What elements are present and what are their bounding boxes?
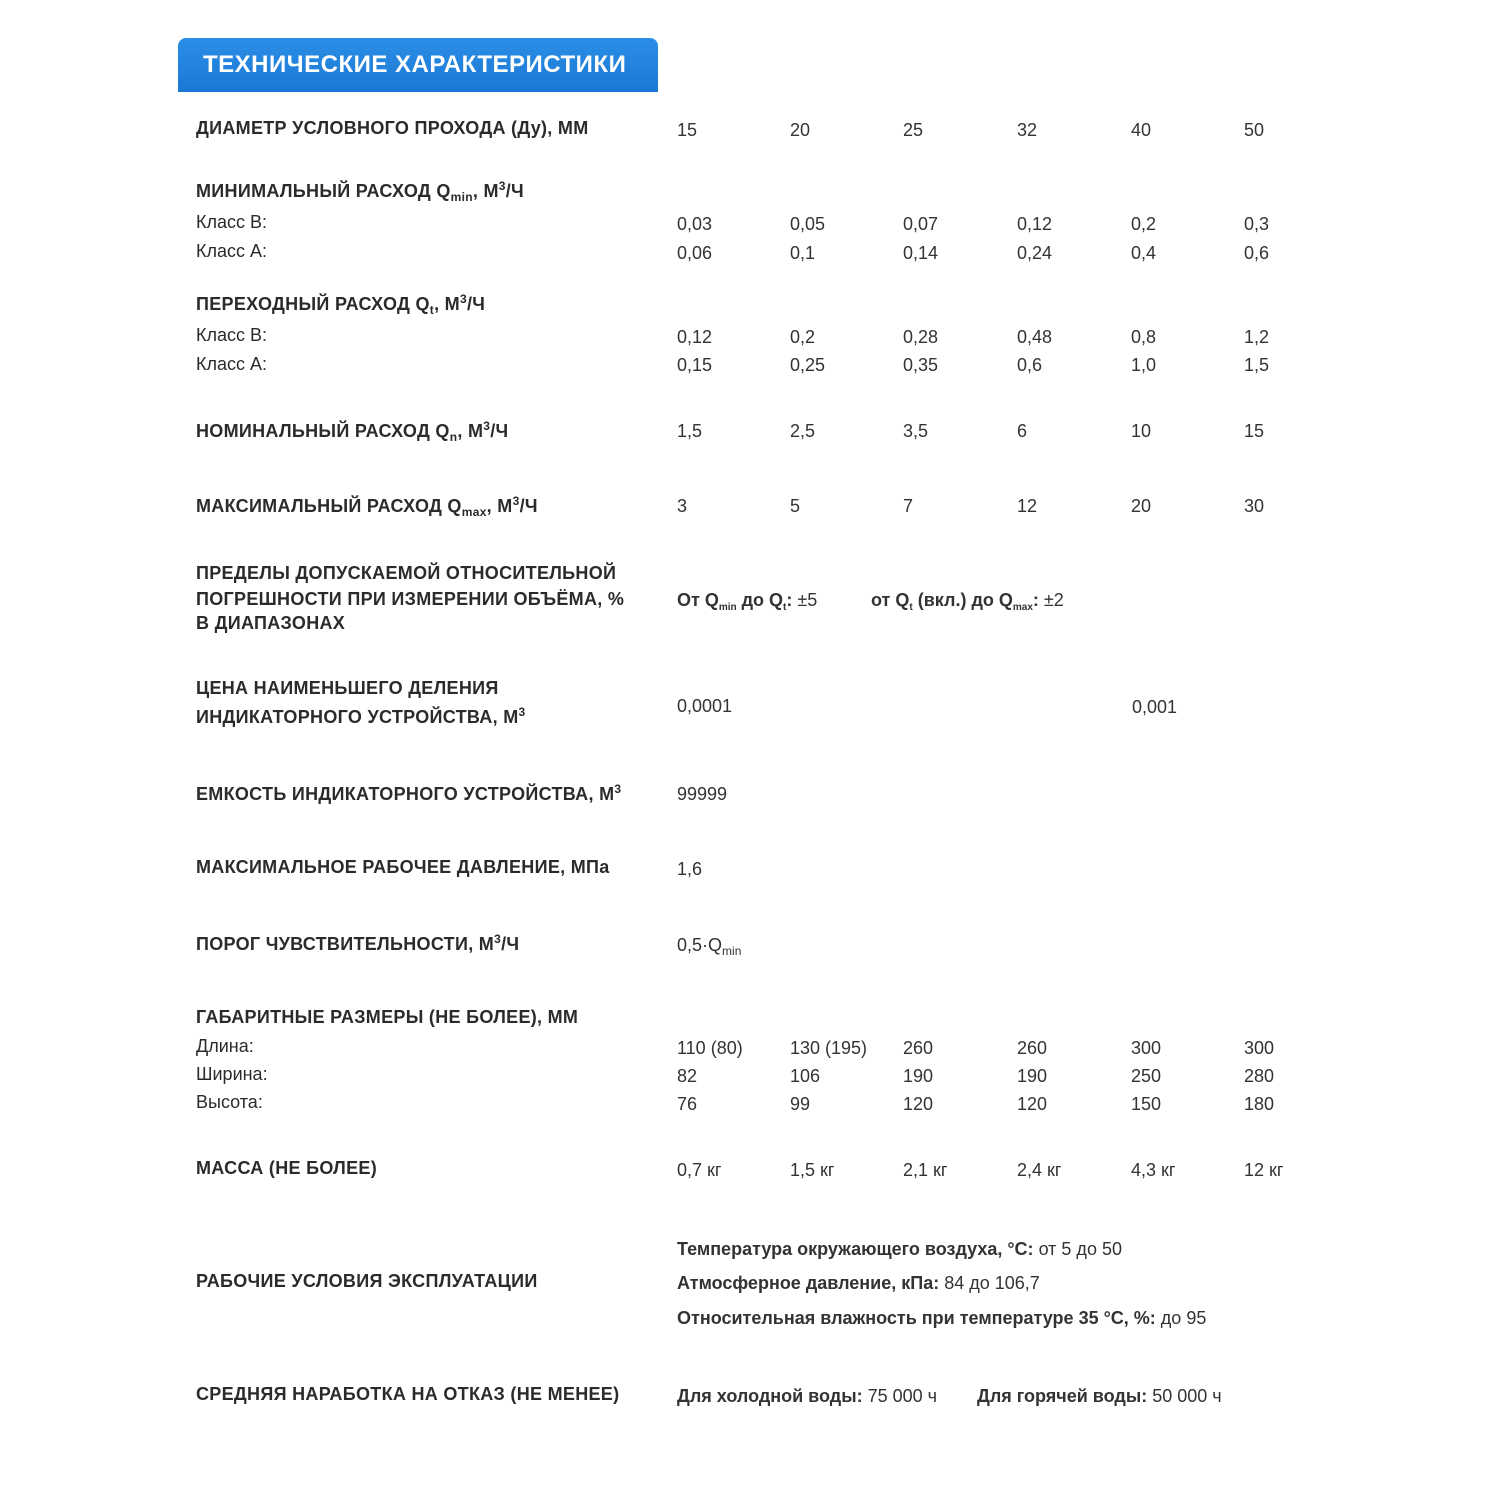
error-limits-label-2: ПОГРЕШНОСТИ ПРИ ИЗМЕРЕНИИ ОБЪЁМА, % xyxy=(196,589,625,609)
error-range-2: от $Q_t$ (вкл.) до $Q_{max}$: ±2 xyxy=(871,590,1064,613)
value-cell: 120 xyxy=(1017,1094,1048,1114)
value-cell: 2,5 xyxy=(790,421,816,441)
value-cell: 0,06 xyxy=(677,243,713,263)
dimensions-length-label: Длина: xyxy=(196,1036,254,1056)
qmin-class-b-label: Класс В: xyxy=(196,212,268,232)
value-cell: 110 (80) xyxy=(677,1038,743,1058)
mtbf-cold: Для холодной воды: 75 000 ч xyxy=(677,1386,938,1406)
value-cell: 260 xyxy=(1017,1038,1048,1058)
value-cell: 260 xyxy=(903,1038,934,1058)
section-header: ТЕХНИЧЕСКИЕ ХАРАКТЕРИСТИКИ xyxy=(178,38,658,92)
pressure-value: 1,6 xyxy=(677,859,703,879)
value-cell: 0,05 xyxy=(790,214,826,234)
value-cell: 3 xyxy=(677,496,688,516)
value-cell: 15 xyxy=(1244,421,1265,441)
mtbf-hot: Для горячей воды: 50 000 ч xyxy=(977,1386,1222,1406)
sensitivity-label: ПОРОГ ЧУВСТВИТЕЛЬНОСТИ, $М^3/Ч$ xyxy=(196,932,520,954)
error-limits-label-1: ПРЕДЕЛЫ ДОПУСКАЕМОЙ ОТНОСИТЕЛЬНОЙ xyxy=(196,563,617,583)
conditions-humidity: Относительная влажность при температуре 35 °С, %: до 95 xyxy=(677,1308,1207,1328)
value-cell: 0,48 xyxy=(1017,327,1053,347)
pressure-label: МАКСИМАЛЬНОЕ РАБОЧЕЕ ДАВЛЕНИЕ, МПа xyxy=(196,857,610,877)
conditions-temperature: Температура окружающего воздуха, °С: от 5 до 50 xyxy=(677,1239,1122,1259)
value-cell: 180 xyxy=(1244,1094,1275,1114)
value-cell: 2,4 кг xyxy=(1017,1160,1062,1180)
value-cell: 0,12 xyxy=(677,327,713,347)
value-cell: 50 xyxy=(1244,120,1265,140)
division-value-small: 0,0001 xyxy=(677,696,733,716)
value-cell: 0,4 xyxy=(1131,243,1157,263)
capacity-label: ЕМКОСТЬ ИНДИКАТОРНОГО УСТРОЙСТВА, $М^3$ xyxy=(196,782,622,804)
mass-label: МАССА (НЕ БОЛЕЕ) xyxy=(196,1158,378,1178)
value-cell: 1,5 кг xyxy=(790,1160,835,1180)
value-cell: 4,3 кг xyxy=(1131,1160,1176,1180)
division-label-2: ИНДИКАТОРНОГО УСТРОЙСТВА, $М^3$ xyxy=(196,705,526,727)
value-cell: 120 xyxy=(903,1094,934,1114)
value-cell: 0,1 xyxy=(790,243,816,263)
qt-class-a-label: Класс А: xyxy=(196,354,268,374)
dimensions-width-label: Ширина: xyxy=(196,1064,268,1084)
qt-label: ПЕРЕХОДНЫЙ РАСХОД $Q_t$, $М^3/Ч$ xyxy=(196,292,486,317)
dimensions-label: ГАБАРИТНЫЕ РАЗМЕРЫ (НЕ БОЛЕЕ), ММ xyxy=(196,1007,579,1027)
value-cell: 0,6 xyxy=(1244,243,1270,263)
division-value-large: 0,001 xyxy=(1132,697,1178,717)
value-cell: 7 xyxy=(903,496,914,516)
qt-class-b-label: Класс В: xyxy=(196,325,268,345)
value-cell: 0,24 xyxy=(1017,243,1053,263)
value-cell: 6 xyxy=(1017,421,1028,441)
value-cell: 15 xyxy=(677,120,698,140)
value-cell: 1,5 xyxy=(1244,355,1270,375)
division-label-1: ЦЕНА НАИМЕНЬШЕГО ДЕЛЕНИЯ xyxy=(196,678,499,698)
value-cell: 1,2 xyxy=(1244,327,1270,347)
value-cell: 30 xyxy=(1244,496,1265,516)
value-cell: 82 xyxy=(677,1066,698,1086)
value-cell: 20 xyxy=(790,120,811,140)
value-cell: 1,0 xyxy=(1131,355,1157,375)
qmin-label: МИНИМАЛЬНЫЙ РАСХОД $Q_{min}$, $М^3/Ч$ xyxy=(196,179,524,204)
qn-label: НОМИНАЛЬНЫЙ РАСХОД $Q_n$, $М^3/Ч$ xyxy=(196,419,509,444)
value-cell: 25 xyxy=(903,120,924,140)
value-cell: 76 xyxy=(677,1094,698,1114)
value-cell: 20 xyxy=(1131,496,1152,516)
value-cell: 5 xyxy=(790,496,801,516)
value-cell: 280 xyxy=(1244,1066,1275,1086)
value-cell: 300 xyxy=(1244,1038,1275,1058)
value-cell: 40 xyxy=(1131,120,1152,140)
mtbf-label: СРЕДНЯЯ НАРАБОТКА НА ОТКАЗ (НЕ МЕНЕЕ) xyxy=(196,1384,620,1404)
error-range-1: От $Q_{min}$ до $Q_t$: ±5 xyxy=(677,590,818,613)
value-cell: 3,5 xyxy=(903,421,929,441)
value-cell: 12 кг xyxy=(1244,1160,1284,1180)
value-cell: 300 xyxy=(1131,1038,1162,1058)
value-cell: 130 (195) xyxy=(790,1038,868,1058)
value-cell: 0,03 xyxy=(677,214,713,234)
value-cell: 12 xyxy=(1017,496,1038,516)
value-cell: 106 xyxy=(790,1066,821,1086)
dimensions-height-label: Высота: xyxy=(196,1092,263,1112)
value-cell: 10 xyxy=(1131,421,1152,441)
sensitivity-value: $0,5\cdot Q_{min}$ xyxy=(677,935,742,958)
value-cell: 32 xyxy=(1017,120,1038,140)
value-cell: 0,25 xyxy=(790,355,826,375)
value-cell: 0,28 xyxy=(903,327,939,347)
conditions-pressure: Атмосферное давление, кПа: 84 до 106,7 xyxy=(677,1273,1040,1293)
error-limits-label-3: В ДИАПАЗОНАХ xyxy=(196,613,346,633)
value-cell: 0,2 xyxy=(790,327,816,347)
value-cell: 1,5 xyxy=(677,421,703,441)
value-cell: 0,6 xyxy=(1017,355,1043,375)
value-cell: 190 xyxy=(1017,1066,1048,1086)
value-cell: 250 xyxy=(1131,1066,1162,1086)
value-cell: 0,7 кг xyxy=(677,1160,722,1180)
value-cell: 0,3 xyxy=(1244,214,1270,234)
value-cell: 0,2 xyxy=(1131,214,1157,234)
diameter-label: ДИАМЕТР УСЛОВНОГО ПРОХОДА (Ду), ММ xyxy=(196,118,589,138)
value-cell: 0,35 xyxy=(903,355,939,375)
value-cell: 150 xyxy=(1131,1094,1162,1114)
value-cell: 99 xyxy=(790,1094,811,1114)
value-cell: 190 xyxy=(903,1066,934,1086)
value-cell: 2,1 кг xyxy=(903,1160,948,1180)
qmax-label: МАКСИМАЛЬНЫЙ РАСХОД $Q_{max}$, $М^3/Ч$ xyxy=(196,494,538,519)
value-cell: 0,14 xyxy=(903,243,939,263)
conditions-label: РАБОЧИЕ УСЛОВИЯ ЭКСПЛУАТАЦИИ xyxy=(196,1271,538,1291)
value-cell: 0,07 xyxy=(903,214,939,234)
value-cell: 0,12 xyxy=(1017,214,1053,234)
value-cell: 0,8 xyxy=(1131,327,1157,347)
capacity-value: 99999 xyxy=(677,784,728,804)
value-cell: 0,15 xyxy=(677,355,713,375)
qmin-class-a-label: Класс А: xyxy=(196,241,268,261)
